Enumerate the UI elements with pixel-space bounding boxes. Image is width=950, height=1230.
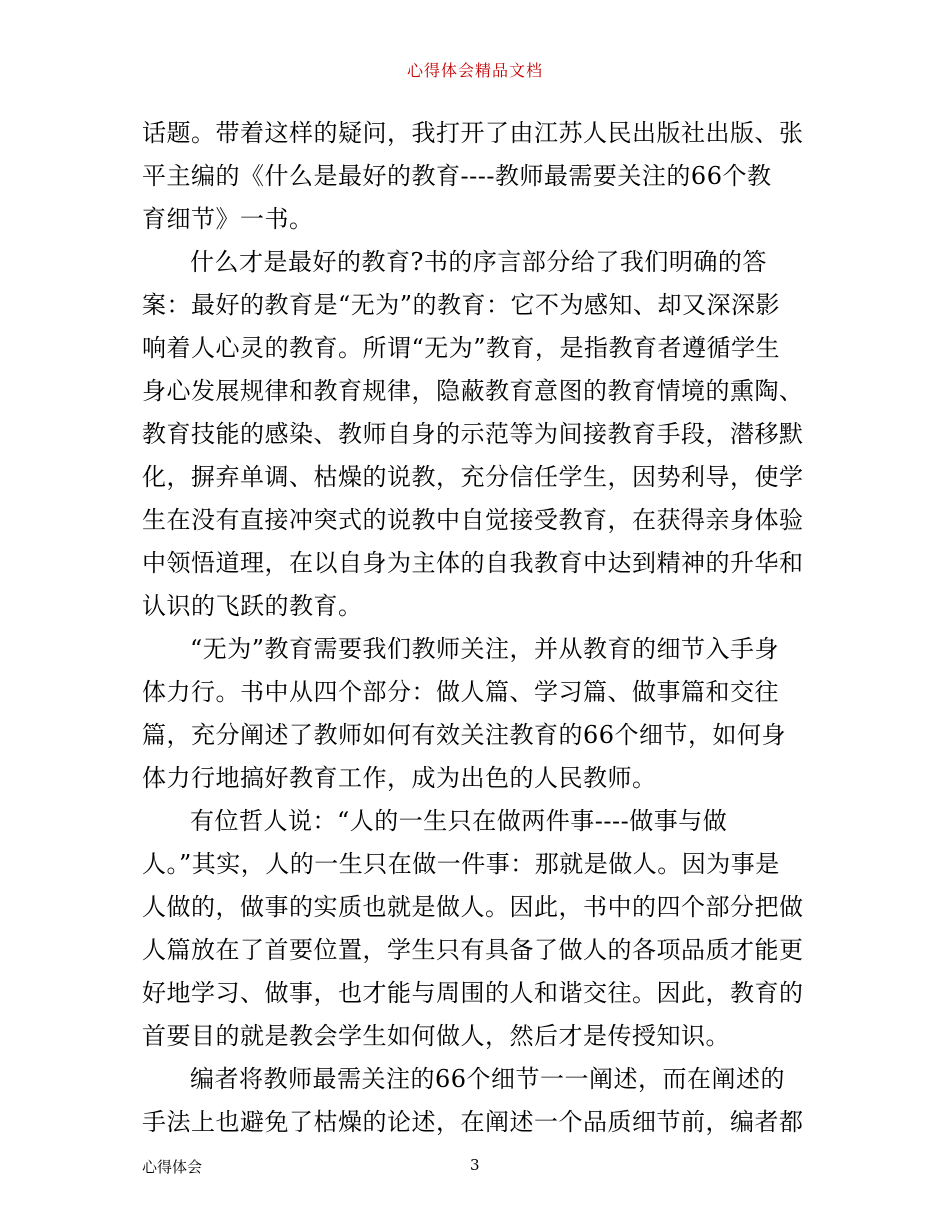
text-line: 好地学习、做事，也才能与周围的人和谐交往。因此，教育的 xyxy=(142,979,804,1007)
text-line: “无为”教育需要我们教师关注，并从教育的细节入手身 xyxy=(190,635,780,663)
text-line: 人篇放在了首要位置，学生只有具备了做人的各项品质才能更 xyxy=(142,936,804,964)
text-line: 话题。带着这样的疑问，我打开了由江苏人民出版社出版、张 xyxy=(142,119,804,147)
text-line: 育细节》一书。 xyxy=(142,205,314,233)
text-line: 首要目的就是教会学生如何做人，然后才是传授知识。 xyxy=(142,1022,730,1050)
text-line: 编者将教师最需关注的66个细节一一阐述，而在阐述的 xyxy=(190,1065,786,1093)
text-line: 认识的飞跃的教育。 xyxy=(142,592,363,620)
text-line: 案：最好的教育是“无为”的教育：它不为感知、却又深深影 xyxy=(142,291,781,319)
text-line: 篇，充分阐述了教师如何有效关注教育的66个细节，如何身 xyxy=(142,721,787,749)
page-number: 3 xyxy=(470,1156,480,1174)
text-line: 平主编的《什么是最好的教育----教师最需要关注的66个教 xyxy=(142,162,772,190)
text-line: 手法上也避免了枯燥的论述，在阐述一个品质细节前，编者都 xyxy=(142,1108,804,1136)
text-line: 体力行。书中从四个部分：做人篇、学习篇、做事篇和交往 xyxy=(142,678,779,706)
footer-label: 心得体会 xyxy=(142,1158,203,1176)
text-line: 什么才是最好的教育?书的序言部分给了我们明确的答 xyxy=(190,248,767,276)
text-line: 生在没有直接冲突式的说教中自觉接受教育，在获得亲身体验 xyxy=(142,506,804,534)
text-line: 有位哲人说：“人的一生只在做两件事----做事与做 xyxy=(190,807,728,835)
text-line: 教育技能的感染、教师自身的示范等为间接教育手段，潜移默 xyxy=(142,420,804,448)
text-line: 中领悟道理，在以自身为主体的自我教育中达到精神的升华和 xyxy=(142,549,804,577)
text-line: 响着人心灵的教育。所谓“无为”教育，是指教育者遵循学生 xyxy=(142,334,781,362)
text-line: 体力行地搞好教育工作，成为出色的人民教师。 xyxy=(142,764,657,792)
text-line: 人做的，做事的实质也就是做人。因此，书中的四个部分把做 xyxy=(142,893,804,921)
text-line: 化，摒弃单调、枯燥的说教，充分信任学生，因势利导，使学 xyxy=(142,463,804,491)
page-header-title: 心得体会精品文档 xyxy=(406,61,543,80)
text-line: 人。”其实，人的一生只在做一件事：那就是做人。因为事是 xyxy=(142,850,780,878)
text-line: 身心发展规律和教育规律，隐蔽教育意图的教育情境的熏陶、 xyxy=(142,377,804,405)
document-body xyxy=(142,112,814,1144)
